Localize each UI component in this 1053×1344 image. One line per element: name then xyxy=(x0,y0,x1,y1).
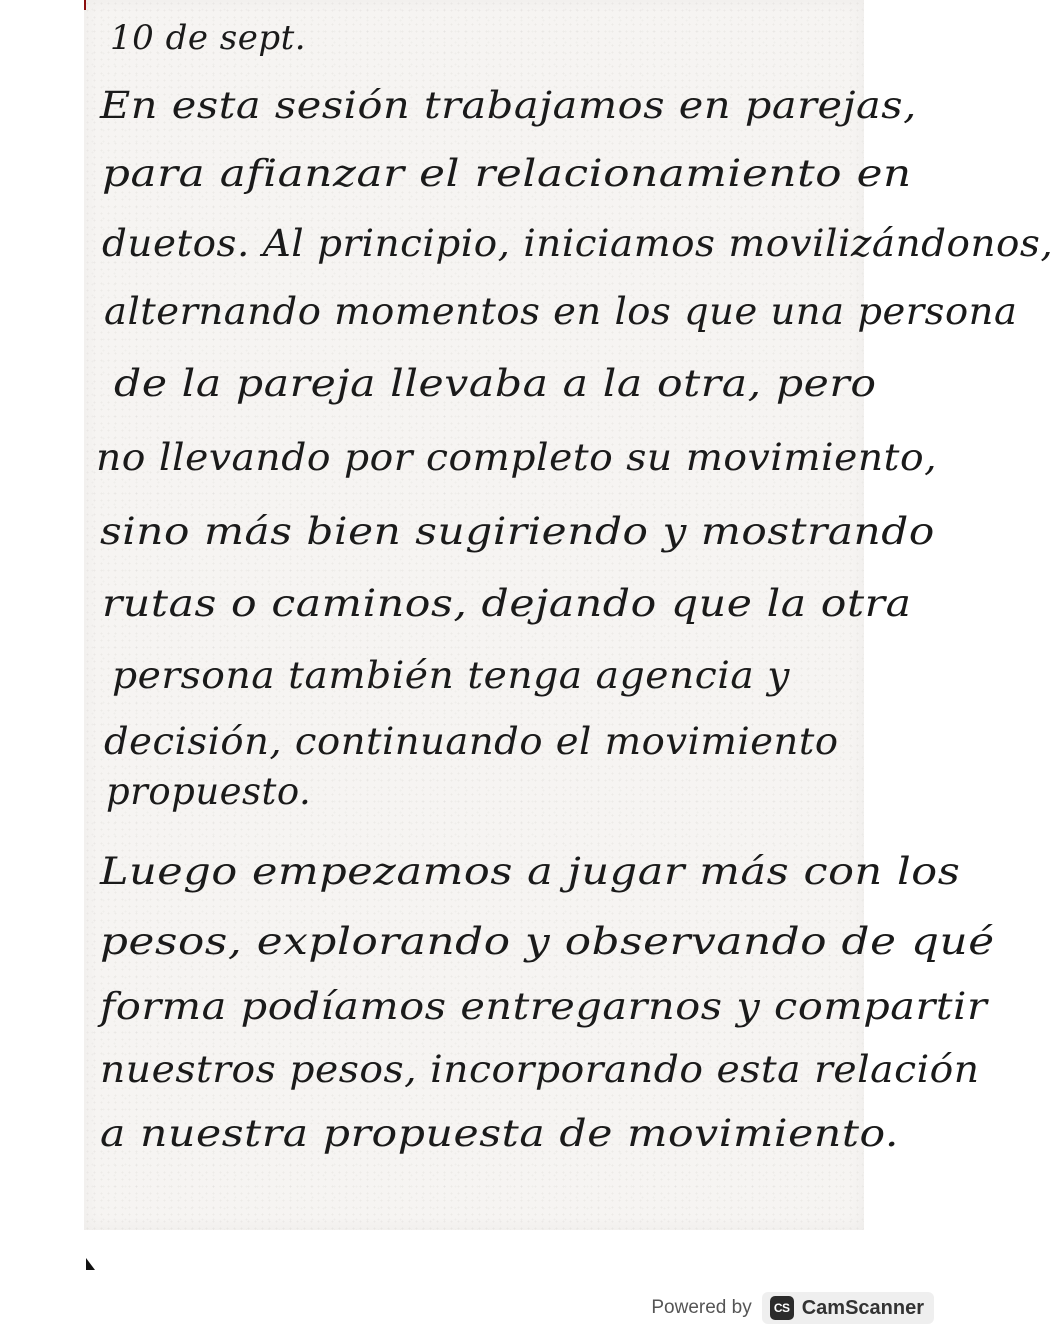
camscanner-badge xyxy=(762,1292,934,1324)
note-line: En esta sesión trabajamos en parejas, xyxy=(100,84,917,127)
note-line: propuesto. xyxy=(106,770,312,813)
note-line: a nuestra propuesta de movimiento. xyxy=(100,1112,900,1155)
note-line: rutas o caminos, dejando que la otra xyxy=(102,582,912,625)
camscanner-logo-icon: CS xyxy=(770,1296,794,1320)
note-line: no llevando por completo su movimiento, xyxy=(96,436,938,479)
note-line: nuestros pesos, incorporando esta relación xyxy=(100,1048,980,1091)
note-line: forma podíamos entregarnos y compartir xyxy=(100,985,988,1028)
corner-marker-icon xyxy=(86,1258,95,1270)
note-line: sino más bien sugiriendo y mostrando xyxy=(100,510,935,553)
powered-by-label: Powered by xyxy=(651,1297,752,1318)
note-line: alternando momentos en los que una persona xyxy=(104,290,1018,333)
note-line: pesos, explorando y observando de qué xyxy=(100,920,995,963)
note-line: decisión, continuando el movimiento xyxy=(104,720,839,763)
note-line: Luego empezamos a jugar más con los xyxy=(100,850,961,893)
brand-name: CamScanner xyxy=(801,1296,924,1319)
note-line: de la pareja llevaba a la otra, pero xyxy=(114,362,877,405)
note-line: para afianzar el relacionamiento en xyxy=(102,152,912,195)
scanner-watermark xyxy=(651,1288,934,1328)
note-line: duetos. Al principio, iniciamos movilizándonos, xyxy=(102,222,1053,265)
handwritten-note xyxy=(84,0,1053,1230)
note-line: persona también tenga agencia y xyxy=(112,654,790,697)
note-date: 10 de sept. xyxy=(110,18,307,58)
